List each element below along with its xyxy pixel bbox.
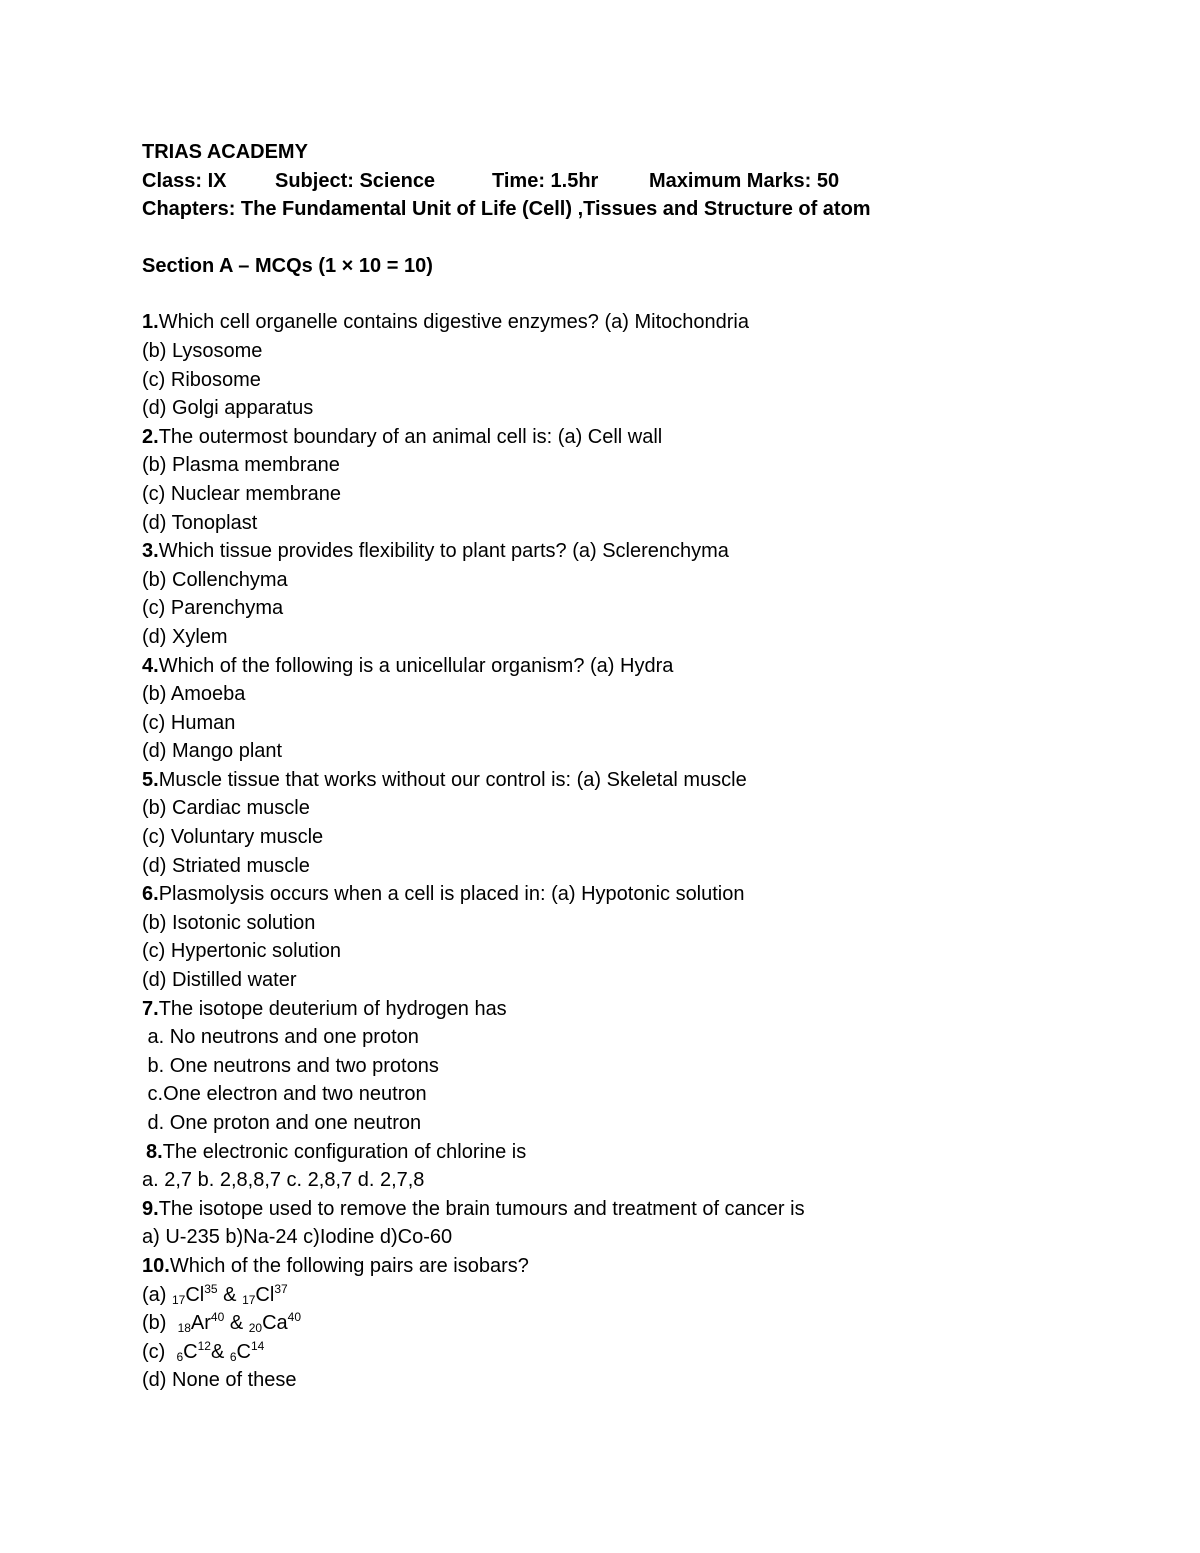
option: (c) Nuclear membrane (142, 482, 341, 505)
atomic-number: 20 (248, 1321, 263, 1336)
option: d. One proton and one neutron (142, 1112, 422, 1134)
option-label: (a) (142, 1283, 172, 1306)
question-text: Which tissue provides flexibility to plant parts? (a) Sclerenchyma (158, 540, 729, 563)
option: b. One neutrons and two protons (142, 1054, 439, 1077)
mass-number: 40 (210, 1310, 225, 1325)
question-4 (142, 652, 1102, 681)
mass-number: 40 (287, 1310, 302, 1325)
question-number: 4. (142, 654, 159, 677)
section-title: Section A – MCQs (1 × 10 = 10) (142, 254, 433, 277)
exam-info-row (142, 167, 1102, 196)
question-number: 6. (142, 883, 159, 906)
class-label: Class: IX (142, 169, 227, 192)
question-text: The electronic configuration of chlorine is (162, 1140, 527, 1163)
option: (d) Xylem (142, 625, 228, 648)
element-symbol: Ar (190, 1312, 211, 1335)
exam-paper (142, 138, 1102, 1395)
option: (c) Parenchyma (142, 597, 284, 620)
option-line: a. 2,7 b. 2,8,8,7 c. 2,8,7 d. 2,7,8 (142, 1169, 425, 1192)
question-text: Muscle tissue that works without our control is: (a) Skeletal muscle (158, 768, 747, 791)
option-label: (b) (142, 1312, 178, 1335)
question-number: 3. (142, 540, 159, 563)
mass-number: 35 (204, 1281, 218, 1296)
element-symbol: C (236, 1340, 251, 1363)
element-symbol: C (183, 1340, 198, 1363)
option: (b) Collenchyma (142, 568, 288, 591)
question-8 (142, 1138, 1102, 1167)
mass-number: 37 (274, 1281, 288, 1296)
option-a-isotopes (142, 1281, 1102, 1310)
chapters-line: Chapters: The Fundamental Unit of Life (Cell) ,Tissues and Structure of atom (142, 198, 871, 221)
option: (c) Human (142, 711, 236, 734)
question-text: The isotope used to remove the brain tumours and treatment of cancer is (158, 1197, 805, 1220)
option: (d) Mango plant (142, 740, 283, 763)
question-number: 7. (142, 997, 159, 1020)
question-text: Which of the following is a unicellular organism? (a) Hydra (158, 654, 674, 677)
option: (d) Striated muscle (142, 854, 310, 877)
question-text: The outermost boundary of an animal cell is: (a) Cell wall (158, 425, 663, 448)
option: (b) Lysosome (142, 339, 263, 362)
school-name: TRIAS ACADEMY (142, 141, 308, 163)
option: (d) Tonoplast (142, 511, 258, 534)
question-text: The isotope deuterium of hydrogen has (158, 997, 507, 1020)
mass-number: 14 (250, 1338, 265, 1353)
question-3 (142, 537, 1102, 566)
option: (d) Golgi apparatus (142, 397, 314, 420)
option-b-isobars (142, 1309, 1102, 1338)
question-1 (142, 308, 1102, 337)
option-d: (d) None of these (142, 1369, 297, 1392)
option: (c) Ribosome (142, 368, 261, 391)
atomic-number: 17 (242, 1292, 256, 1307)
option-line: a) U-235 b)Na-24 c)Iodine d)Co-60 (142, 1226, 453, 1249)
time-label: Time: 1.5hr (492, 169, 599, 192)
question-number: 5. (142, 768, 159, 791)
atomic-number: 6 (176, 1349, 184, 1364)
option-label: (c) (142, 1340, 177, 1363)
mass-number: 12 (197, 1338, 211, 1353)
joiner: & (224, 1312, 249, 1335)
question-number: 10. (142, 1254, 170, 1277)
atomic-number: 6 (229, 1349, 237, 1364)
joiner: & (210, 1340, 230, 1363)
question-9 (142, 1195, 1102, 1224)
question-7 (142, 995, 1102, 1024)
question-6 (142, 880, 1102, 909)
question-text: Plasmolysis occurs when a cell is placed in: (a) Hypotonic solution (158, 883, 745, 906)
atomic-number: 17 (172, 1292, 186, 1307)
question-2 (142, 423, 1102, 452)
question-10 (142, 1252, 1102, 1281)
option: (b) Plasma membrane (142, 454, 340, 477)
subject-label: Subject: Science (275, 169, 436, 192)
question-number: 9. (142, 1197, 159, 1220)
question-number: 8. (146, 1140, 163, 1163)
option: (c) Hypertonic solution (142, 940, 341, 963)
question-number: 2. (142, 425, 159, 448)
spacer (142, 280, 1102, 308)
question-text: Which of the following pairs are isobars? (169, 1254, 529, 1277)
element-symbol: Cl (255, 1283, 275, 1306)
option: (c) Voluntary muscle (142, 826, 324, 849)
question-number: 1. (142, 311, 159, 334)
question-text: Which cell organelle contains digestive enzymes? (a) Mitochondria (158, 311, 749, 334)
joiner: & (217, 1283, 243, 1306)
spacer (142, 224, 1102, 252)
option: a. No neutrons and one proton (142, 1026, 419, 1049)
option: (b) Cardiac muscle (142, 797, 310, 820)
element-symbol: Ca (262, 1312, 288, 1335)
element-symbol: Cl (185, 1283, 205, 1306)
option: (b) Isotonic solution (142, 911, 316, 934)
option: (d) Distilled water (142, 969, 297, 992)
question-5 (142, 766, 1102, 795)
atomic-number: 18 (177, 1321, 191, 1336)
option: (b) Amoeba (142, 683, 246, 706)
max-marks-label: Maximum Marks: 50 (649, 169, 840, 192)
option: c.One electron and two neutron (142, 1083, 427, 1106)
option-c-isotopes (142, 1338, 1102, 1367)
